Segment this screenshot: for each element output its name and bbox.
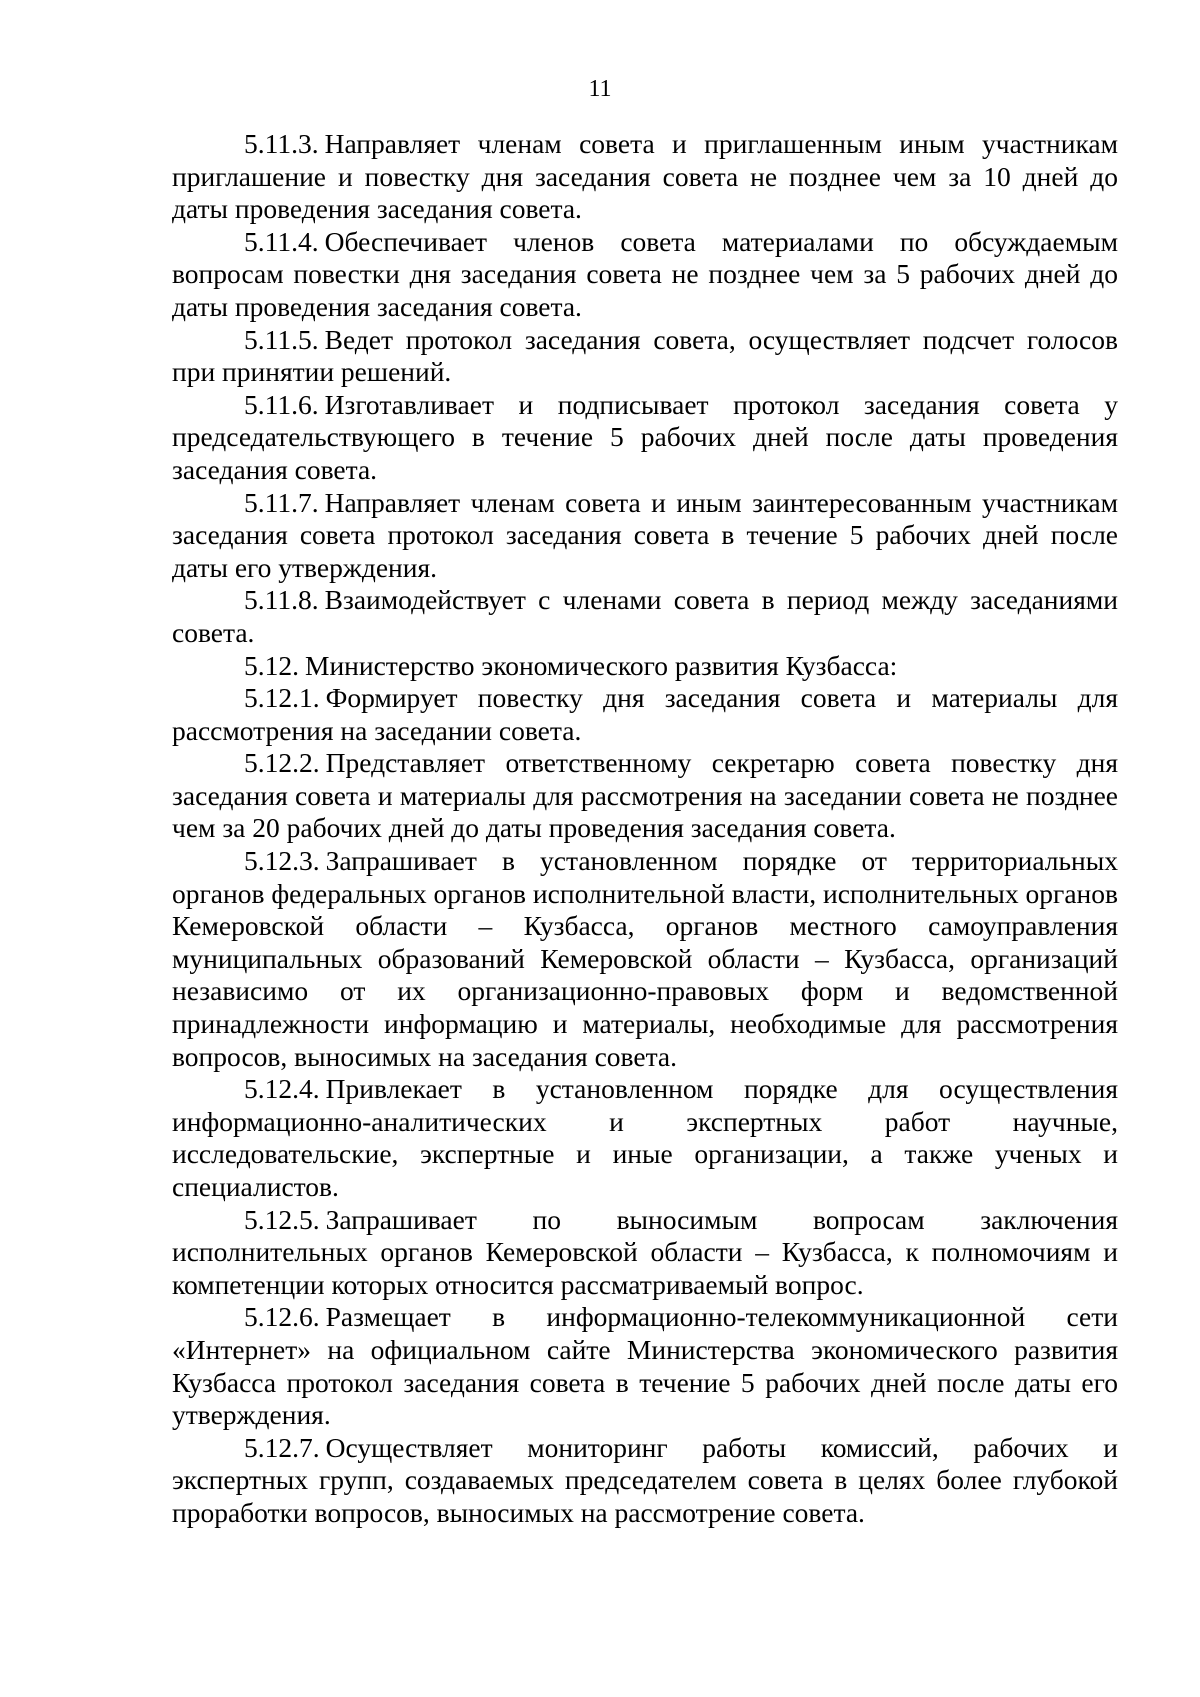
paragraph-5-12-4 (172, 1073, 1118, 1203)
paragraph-5-12-2 (172, 747, 1118, 845)
paragraph-5-12-6 (172, 1301, 1118, 1431)
paragraph-number: 5.12.4. (244, 1073, 320, 1105)
paragraph-text: Привлекает в установленном порядке для осуществления информационно-аналитических и экспертных работ научные, исследовательские, экспертные и иные организации, а также ученых и специалистов. (172, 1073, 1118, 1202)
paragraph-number: 5.11.7. (244, 486, 319, 518)
paragraph-5-11-8 (172, 584, 1118, 649)
paragraph-text: Ведет протокол заседания совета, осуществляет подсчет голосов при принятии решений. (172, 323, 1118, 388)
paragraph-number: 5.11.8. (244, 584, 319, 616)
paragraph-number: 5.12.1. (244, 682, 320, 714)
paragraph-5-12-3 (172, 845, 1118, 1073)
paragraph-number: 5.11.3. (244, 128, 319, 159)
paragraph-text: Изготавливает и подписывает протокол заседания совета у председательствующего в течение 5 рабочих дней после даты проведения заседания совета. (172, 388, 1118, 485)
paragraph-text: Представляет ответственному секретарю совета повестку дня заседания совета и материалы для рассмотрения на заседании совета не позднее чем за 20 рабочих дней до даты проведения заседания совета. (172, 747, 1118, 844)
paragraph-number: 5.12.6. (244, 1301, 320, 1333)
paragraph-text: Министерство экономического развития Кузбасса: (305, 649, 898, 681)
paragraph-number: 5.12.2. (244, 747, 320, 779)
document-body (172, 128, 1118, 1530)
paragraph-text: Запрашивает по выносимым вопросам заключения исполнительных органов Кемеровской области – Кузбасса, к полномочиям и компетенции которых относится рассматриваемый вопрос. (172, 1203, 1118, 1300)
paragraph-5-12-7 (172, 1432, 1118, 1530)
paragraph-number: 5.12.3. (244, 845, 320, 877)
paragraph-5-12-1 (172, 682, 1118, 747)
paragraph-number: 5.12.5. (244, 1203, 320, 1235)
paragraph-5-11-3 (172, 128, 1118, 226)
paragraph-text: Взаимодействует с членами совета в период между заседаниями совета. (172, 584, 1118, 648)
paragraph-5-11-7 (172, 487, 1118, 585)
paragraph-text: Осуществляет мониторинг работы комиссий, рабочих и экспертных групп, создаваемых председателем совета в целях более глубокой проработки вопросов, выносимых на рассмотрение совета. (172, 1431, 1118, 1528)
paragraph-number: 5.11.4. (244, 225, 319, 257)
paragraph-5-11-5 (172, 324, 1118, 389)
paragraph-number: 5.12. (244, 649, 299, 681)
paragraph-text: Направляет членам совета и иным заинтересованным участникам заседания совета протокол заседания совета в течение 5 рабочих дней после даты его утверждения. (172, 486, 1118, 583)
paragraph-5-11-4 (172, 226, 1118, 324)
paragraph-number: 5.11.6. (244, 388, 319, 420)
paragraph-text: Направляет членам совета и приглашенным иным участникам приглашение и повестку дня заседания совета не позднее чем за 10 дней до даты проведения заседания совета. (172, 128, 1118, 225)
paragraph-text: Размещает в информационно-телекоммуникационной сети «Интернет» на официальном сайте Министерства экономического развития Кузбасса протокол заседания совета в течение 5 рабочих дней после даты его утверждения. (172, 1301, 1118, 1431)
paragraph-5-11-6 (172, 389, 1118, 487)
paragraph-text: Формирует повестку дня заседания совета и материалы для рассмотрения на заседании совета. (172, 682, 1118, 746)
paragraph-text: Обеспечивает членов совета материалами по обсуждаемым вопросам повестки дня заседания совета не позднее чем за 5 рабочих дней до даты проведения заседания совета. (172, 225, 1118, 322)
paragraph-5-12-5 (172, 1204, 1118, 1302)
paragraph-number: 5.11.5. (244, 323, 319, 355)
page-number: 11 (588, 76, 612, 102)
paragraph-text: Запрашивает в установленном порядке от территориальных органов федеральных органов исполнительной власти, исполнительных органов Кемеровской области – Кузбасса, органов местного самоуправления муниципальных образований Кемеровской области – Кузбасса, организаций независимо от их организационно-правовых форм и ведомственной принадлежности информацию и материалы, необходимые для рассмотрения вопросов, выносимых на заседания совета. (172, 845, 1118, 1072)
paragraph-number: 5.12.7. (244, 1431, 320, 1463)
paragraph-5-12 (172, 650, 1118, 683)
